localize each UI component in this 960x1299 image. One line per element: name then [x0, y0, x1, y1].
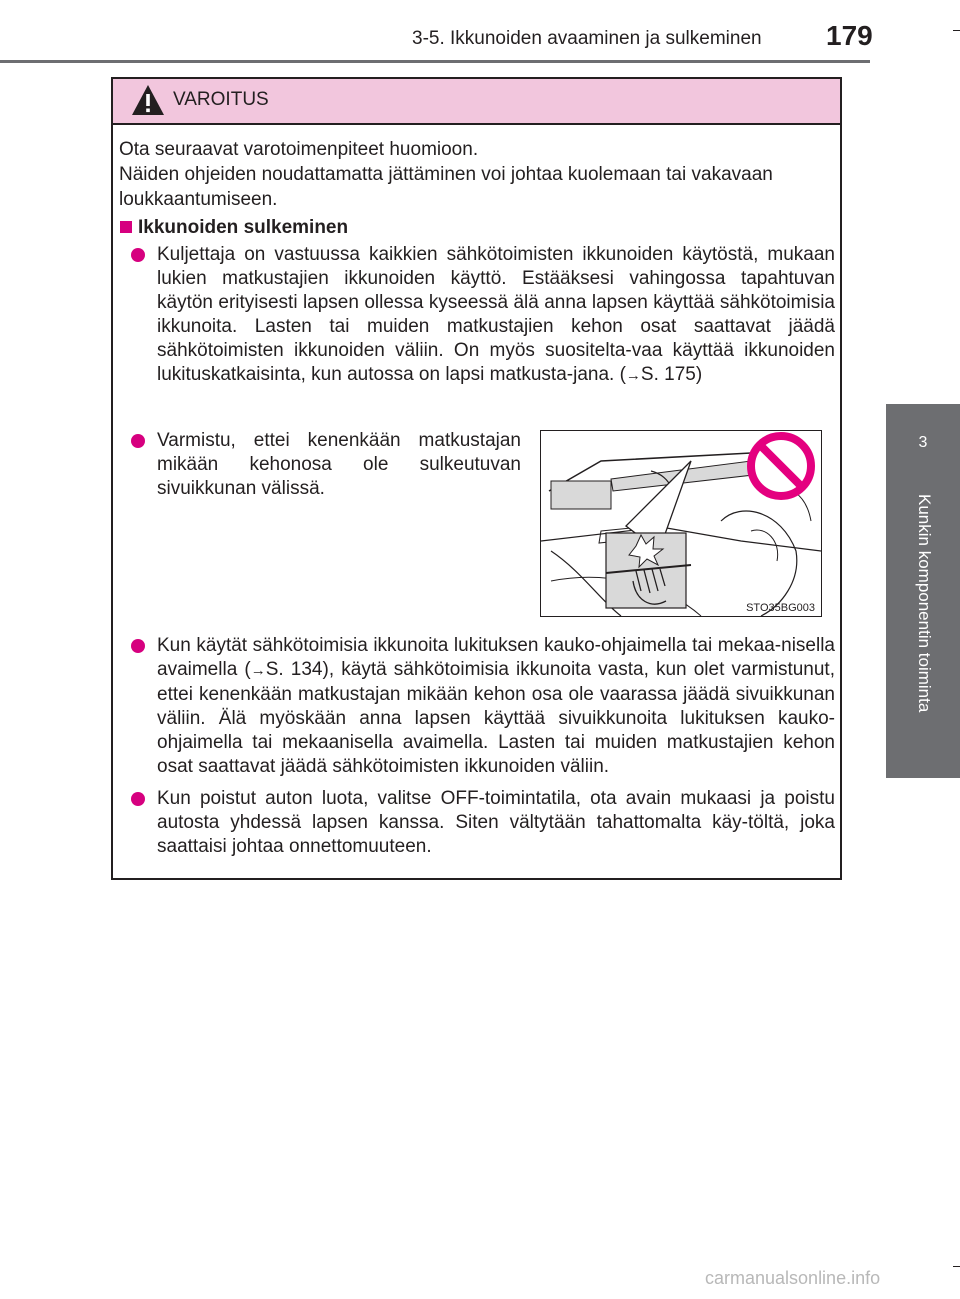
watermark: carmanualsonline.info: [705, 1268, 881, 1288]
page-reference[interactable]: S. 134: [265, 659, 323, 680]
illustration-code: STO35BG003: [746, 602, 815, 614]
bullet-text-part: Kun käytät sähkötoimisia ikkunoita lukituksen kauko-ohjaimella tai mekaa-nisella avaimella (: [157, 635, 835, 680]
bullet-text: [157, 634, 835, 779]
bullet-text-part: ), käytä sähkötoimisia ikkunoita vasta, kun olet varmistunut, ettei kenenkään matkustajan mikään kehon osa ole vaarassa jäädä sivuikkunan väliin. Älä myöskään anna lapsen käyttää sivuikkunoita lukituksen kauko-ohjaimella tai mekaanisella avaimella. Lasten tai muiden matkustajien kehon osat saattavat jäädä sähkötoimisten ikkunoiden väliin.: [157, 659, 835, 777]
warning-label: VAROITUS: [173, 89, 269, 110]
bullet-dot-icon: [131, 248, 145, 262]
arrow-right-icon: →: [250, 662, 266, 679]
section-heading-text: Ikkunoiden sulkeminen: [138, 217, 349, 238]
warning-triangle-icon: [131, 84, 165, 116]
bullet-dot-icon: [131, 639, 145, 653]
chapter-number: 3: [918, 434, 928, 451]
page-number: 179: [826, 20, 873, 51]
header-rule: [0, 60, 870, 63]
square-bullet-icon: [120, 221, 132, 233]
section-heading: [120, 217, 348, 239]
bullet-item: [131, 634, 835, 779]
warning-intro-line: Ota seuraavat varotoimenpiteet huomioon.: [119, 139, 479, 160]
running-header-title: 3-5. Ikkunoiden avaaminen ja sulkeminen: [412, 28, 762, 49]
bullet-text-part: ): [695, 364, 703, 385]
bullet-item: [131, 429, 521, 501]
bullet-dot-icon: [131, 434, 145, 448]
bullet-item: [131, 243, 835, 388]
chapter-side-tab: [886, 404, 960, 778]
crop-mark: [953, 30, 960, 31]
warning-header: [113, 79, 840, 125]
warning-box: [111, 77, 842, 880]
bullet-text: Kun poistut auton luota, valitse OFF-toimintatila, ota avain mukaasi ja poistu autosta yhdessä lapsen kanssa. Siten vältytään tahattomalta käy-töltä, joka saattaisi johtaa onnettomuuteen.: [157, 788, 835, 857]
bullet-item: [131, 787, 835, 859]
warning-intro: [119, 137, 837, 212]
arrow-right-icon: →: [625, 367, 641, 384]
bullet-text: [157, 243, 835, 388]
page-reference[interactable]: S. 175: [640, 364, 696, 385]
crop-mark: [953, 1266, 960, 1267]
car-window-pinch-illustration: [541, 431, 821, 616]
warning-intro-line: Näiden ohjeiden noudattamatta jättäminen voi johtaa kuolemaan tai vakavaan loukkaantumiseen.: [119, 164, 773, 210]
bullet-dot-icon: [131, 792, 145, 806]
bullet-text-part: Kuljettaja on vastuussa kaikkien sähkötoimisten ikkunoiden käytöstä, mukaan lukien matkustajien ikkunoiden käyttö. Estääksesi vahingossa tapahtuvan käytön erityisesti lapsen ollessa kyseessä älä anna lapsen käyttää sähkötoimisia ikkunoita. Lasten tai muiden matkustajien kehon osat saattavat jäädä sähkötoimisten ikkunoiden väliin. On myös suositelta-vaa käyttää ikkunoiden lukituskatkaisinta, kun autossa on lapsi matkusta-jana. (: [157, 244, 835, 385]
warning-illustration: [540, 430, 822, 617]
chapter-title: Kunkin komponentin toiminta: [915, 494, 934, 713]
bullet-text: Varmistu, ettei kenenkään matkustajan mikään kehonosa ole sulkeutuvan sivuikkunan välissä.: [157, 430, 521, 499]
